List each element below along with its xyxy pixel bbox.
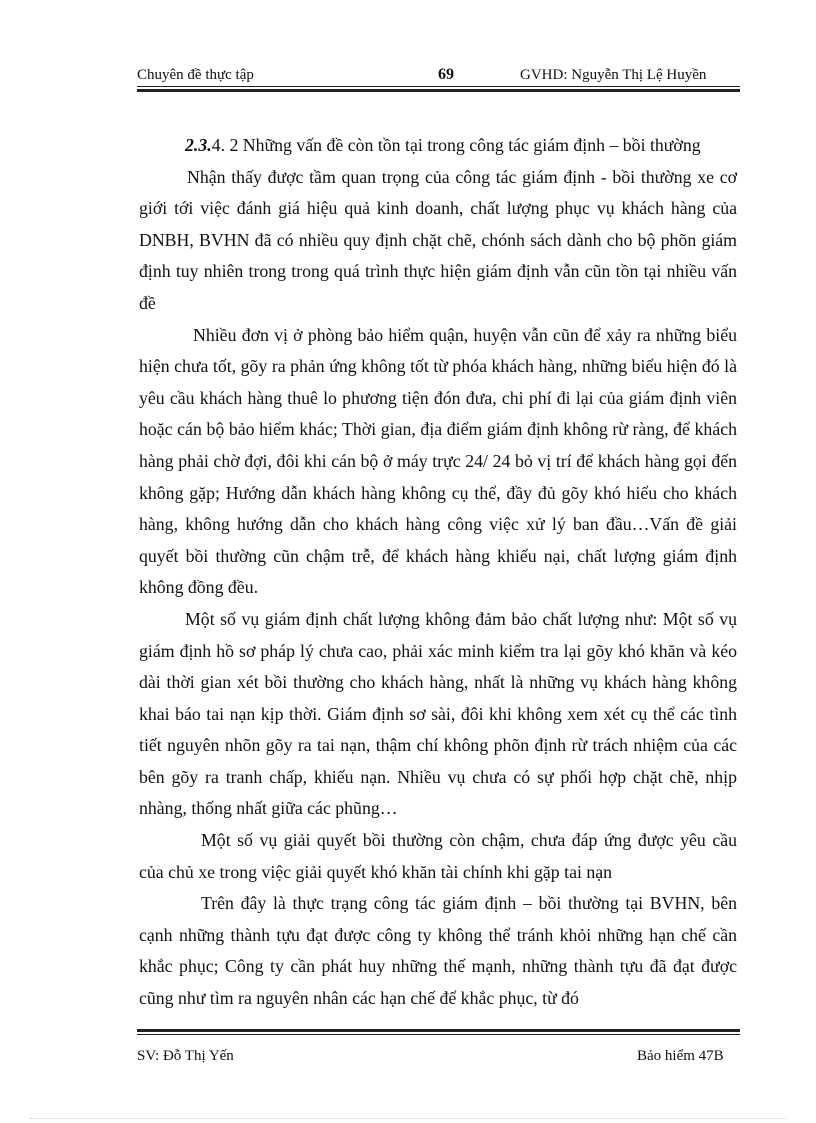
footer-left: SV: Đỗ Thị Yến xyxy=(137,1048,234,1064)
paragraph-5: Trên đây là thực trạng công tác giám định – bồi thường tại BVHN, bên cạnh những thành tựu đạt được công ty không thể tránh khỏi những hạn chế cần khắc phục; Công ty cần phát huy những thế mạnh, những thành tựu đã đạt được cũng như tìm ra nguyên nhân các hạn chế để khắc phục, từ đó xyxy=(139,893,737,1009)
body-text xyxy=(139,130,737,1015)
footer-rule-thick xyxy=(137,1029,740,1032)
paragraph-4: Một số vụ giải quyết bồi thường còn chậm, chưa đáp ứng được yêu cầu của chủ xe trong việc giải quyết khó khăn tài chính khi gặp tai nạn xyxy=(139,830,737,882)
section-heading-text: 4. 2 Những vấn đề còn tồn tại trong công tác giám định – bồi thường xyxy=(211,135,701,155)
section-heading xyxy=(139,130,737,162)
page-number: 69 xyxy=(438,66,454,83)
footer-rule-thin xyxy=(137,1034,740,1035)
paragraph-1: Nhận thấy được tầm quan trọng của công tác giám định - bồi thường xe cơ giới tới việc đánh giá hiệu quả kinh doanh, chất lượng phục vụ khách hàng của DNBH, BVHN đã có nhiều quy định chặt chẽ, chónh sách dành cho bộ phõn giám định tuy nhiên trong trong quá trình thực hiện giám định vẫn cũn tồn tại nhiều vấn đề xyxy=(139,166,737,313)
paragraph-3: Một số vụ giám định chất lượng không đảm bảo chất lượng như: Một số vụ giám định hồ sơ pháp lý chưa cao, phải xác minh kiểm tra lại gõy khó khăn và kéo dài thời gian xét bồi thường cho khách hàng, nhất là những vụ khách hàng không khai báo tai nạn kịp thời. Giám định sơ sài, đôi khi không xem xét cụ thể các tình tiết nguyên nhõn gõy ra tai nạn, thậm chí không phõn định rừ trách nhiệm của các bên gõy ra tranh chấp, khiếu nạn. Nhiều vụ chưa có sự phối hợp chặt chẽ, nhịp nhàng, thống nhất giữa các phũng… xyxy=(139,608,737,819)
header-rule-thin xyxy=(137,86,740,87)
section-number: 2.3. xyxy=(185,135,212,155)
header-rule-thick xyxy=(137,89,740,92)
page-edge-dotted-line xyxy=(30,1118,786,1119)
footer-right: Bảo hiểm 47B xyxy=(637,1048,724,1064)
header-left: Chuyên đề thực tập xyxy=(137,67,254,83)
paragraph-2: Nhiều đơn vị ở phòng bảo hiểm quận, huyện vẫn cũn để xảy ra những biểu hiện chưa tốt, gõy ra phản ứng không tốt từ phóa khách hàng, những biểu hiện đó là yêu cầu khách hàng thuê lo phương tiện đón đưa, chi phí đi lại của giám định viên hoặc cán bộ bảo hiểm khác; Thời gian, địa điểm giám định không rừ ràng, để khách hàng phải chờ đợi, đôi khi cán bộ ở máy trực 24/ 24 bỏ vị trí để khách hàng gọi đến không gặp; Hướng dẫn khách hàng không cụ thể, đầy đủ gõy khó hiểu cho khách hàng, không hướng dẫn cho khách hàng công việc xử lý ban đầu…Vấn đề giải quyết bồi thường cũn chậm trễ, để khách hàng khiếu nại, chất lượng giám định không đồng đều. xyxy=(139,324,737,598)
header-right: GVHD: Nguyễn Thị Lệ Huyền xyxy=(520,67,707,83)
